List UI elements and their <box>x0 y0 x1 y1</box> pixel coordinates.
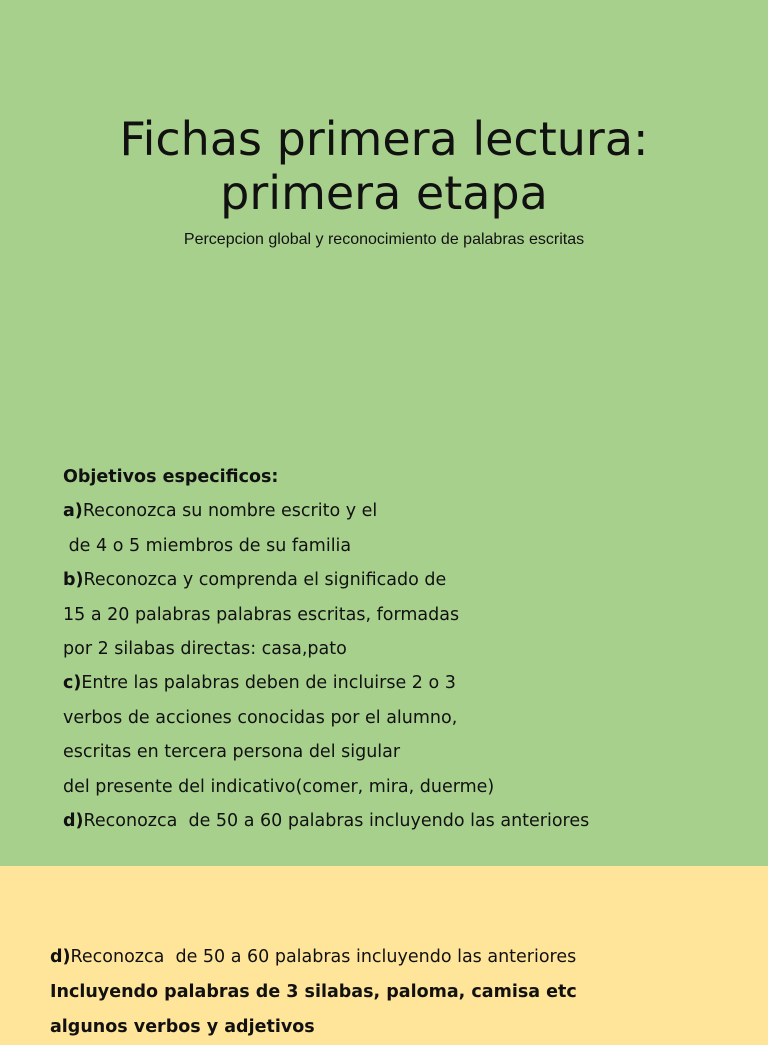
objective-a-marker: a) <box>63 501 83 522</box>
objective-b-marker: b) <box>63 570 84 591</box>
objective-c <box>63 666 753 700</box>
objective-a-text: Reconozca su nombre escrito y el <box>82 501 378 522</box>
slide-title <box>0 112 768 220</box>
objective-b-text: Reconozca y comprenda el significado de <box>83 570 447 591</box>
slide-2-objective-d-text: Reconozca de 50 a 60 palabras incluyendo las anteriores <box>70 947 577 967</box>
objective-b-continuation-2: por 2 silabas directas: casa,pato <box>63 639 347 660</box>
objectives-list <box>63 460 753 838</box>
objective-a-continuation: de 4 o 5 miembros de su familia <box>63 535 352 556</box>
objective-d-text: Reconozca de 50 a 60 palabras incluyendo las anteriores <box>83 811 590 832</box>
slide-2-objective-d <box>50 940 760 975</box>
slide-title-line-2: primera etapa <box>220 166 548 220</box>
slide-title-line-1: Fichas primera lectura: <box>119 112 649 166</box>
objective-d <box>63 804 753 838</box>
objective-c-text: Entre las palabras deben de incluirse 2 o 3 <box>81 673 456 694</box>
slide-2-partial-line: algunos verbos y adjetivos <box>50 1017 315 1037</box>
objective-c-continuation-3: del presente del indicativo(comer, mira, duerme) <box>63 776 495 797</box>
slide-2 <box>0 866 768 1037</box>
objective-a <box>63 494 753 528</box>
objective-c-continuation-2: escritas en tercera persona del sigular <box>63 742 401 763</box>
slide-subtitle: Percepcion global y reconocimiento de palabras escritas <box>183 231 585 248</box>
objective-c-marker: c) <box>63 673 82 694</box>
objective-c-continuation-1: verbos de acciones conocidas por el alumno, <box>63 707 458 728</box>
slide-2-bold-line: Incluyendo palabras de 3 silabas, paloma, camisa etc <box>50 982 577 1002</box>
slide-2-objective-d-marker: d) <box>50 947 71 967</box>
objectives-heading: Objetivos especificos: <box>63 467 279 487</box>
objective-b <box>63 563 753 597</box>
slide-2-body <box>50 940 760 1045</box>
objective-d-marker: d) <box>63 811 84 832</box>
objective-b-continuation-1: 15 a 20 palabras palabras escritas, formadas <box>63 604 460 625</box>
